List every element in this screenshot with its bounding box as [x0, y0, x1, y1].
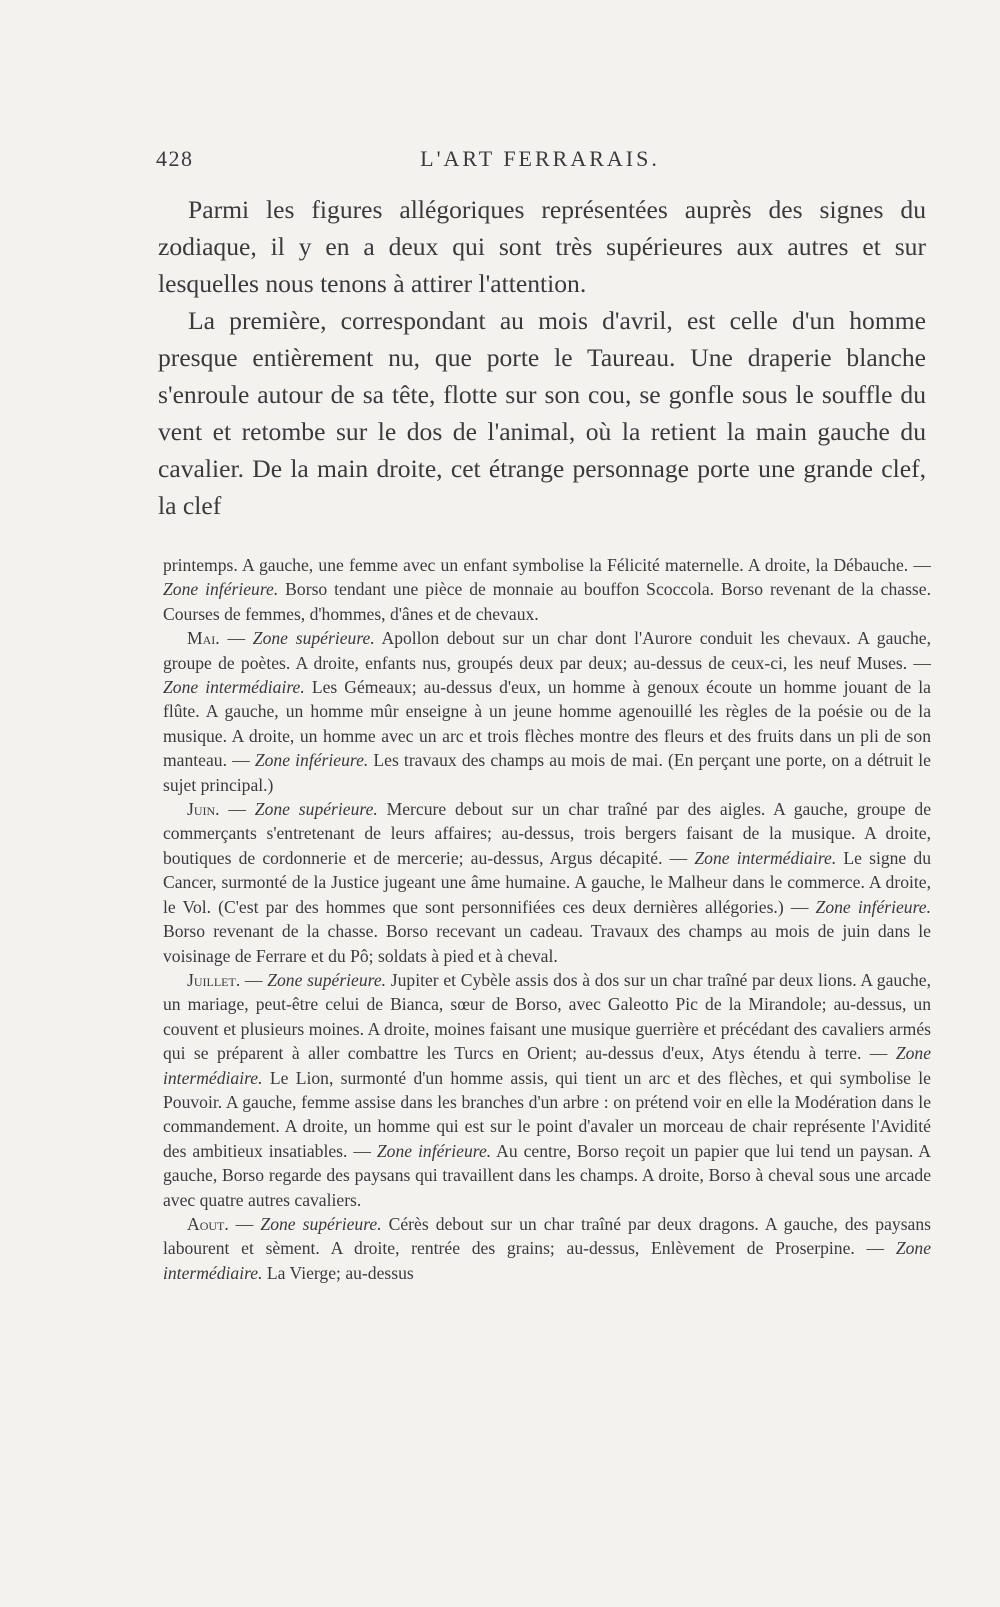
note-aout: Aout. — Zone supérieure. Cérès debout sur un char traîné par deux dragons. A gauche, des paysans labourent et sèment. A droite, rentrée des grains; au-dessus, Enlèvement de Proserpine. — Zone intermédiaire. La Vierge; au-dessus — [163, 1213, 932, 1283]
page-number: 428 — [156, 146, 194, 171]
note-juillet: Juillet. — Zone supérieure. Jupiter et Cybèle assis dos à dos sur un char traîné par deux lions. A gauche, un mariage, peut-être celui de Bianca, sœur de Borso, avec Galeotto Pic de la Mirandole; au-dessus, un couvent et plusieurs moines. A droite, moines faisant une musique guerrière et précédant des cavaliers armés qui se préparent à aller combattre les Turcs en Orient; au-dessus d'eux, Atys étendu à terre. — Zone intermédiaire. Le Lion, surmonté d'un homme assis, qui tient un arc et des flèches, et qui symbolise le Pouvoir. A gauche, femme assise dans les branches d'un arbre : on prétend voir en elle la Modération dans le commandement. A droite, un homme qui est sur le point d'avaler un morceau de chair représente l'Avidité des ambitieux insatiables. — Zone inférieure. Au centre, Borso reçoit un papier que lui tend un paysan. A gauche, Borso regarde des paysans qui travaillent dans les champs. A droite, Borso à cheval sous une arcade avec quatre autres cavaliers. — [163, 969, 932, 1210]
main-text — [158, 191, 926, 524]
month-label: Mai. — [187, 628, 220, 649]
month-label: Juin. — [187, 799, 220, 820]
main-paragraph: La première, correspondant au mois d'avril, est celle d'un homme presque entièrement nu, que porte le Taureau. Une draperie blanche s'enroule autour de sa tête, flotte sur son cou, se gonfle sous le souffle du vent et retombe sur le dos de l'animal, où la retient la main gauche du cavalier. De la main droite, cet étrange personnage porte une grande clef, la clef — [158, 306, 926, 520]
month-label: Aout. — [187, 1213, 229, 1234]
running-title: L'ART FERRARAIS. — [420, 146, 660, 171]
footnotes — [163, 553, 931, 1285]
month-label: Juillet. — [187, 969, 241, 990]
note-mai: Mai. — Zone supérieure. Apollon debout sur un char dont l'Aurore conduit les chevaux. A gauche, groupe de poètes. A droite, enfants nus, groupés deux par deux; au-dessus de ceux-ci, les neuf Muses. — Zone intermédiaire. Les Gémeaux; au-dessus d'eux, un homme à genoux écoute un homme jouant de la flûte. A gauche, un homme mûr enseigne à un jeune homme agenouillé les règles de la poésie ou de la musique. A droite, un homme avec un arc et trois flèches montre des fleurs et des fruits dans un pli de son manteau. — Zone inférieure. Les travaux des champs au mois de mai. (En perçant une porte, on a détruit le sujet principal.) — [163, 628, 931, 795]
note-avril-continuation: printemps. A gauche, une femme avec un enfant symbolise la Félicité maternelle. A droite, la Débauche. — Zone inférieure. Borso tendant une pièce de monnaie au bouffon Scoccola. Borso revenant de la chasse. Courses de femmes, d'hommes, d'ânes et de chevaux. — [163, 555, 931, 624]
page-header — [156, 146, 924, 176]
note-juin: Juin. — Zone supérieure. Mercure debout sur un char traîné par des aigles. A gauche, groupe de commerçants s'entretenant de leurs affaires; au-dessus, trois bergers faisant de la musique. A droite, boutiques de cordonnerie et de mercerie; au-dessus, Argus décapité. — Zone intermédiaire. Le signe du Cancer, surmonté de la Justice jugeant une âme humaine. A gauche, le Malheur dans le commerce. A droite, le Vol. (C'est par des hommes que sont personnifiées ces deux dernières allégories.) — Zone inférieure. Borso revenant de la chasse. Borso recevant un cadeau. Travaux des champs au mois de juin dans le voisinage de Ferrare et du Pô; soldats à pied et à cheval. — [163, 799, 932, 966]
main-paragraph: Parmi les figures allégoriques représentées auprès des signes du zodiaque, il y en a deux qui sont très supérieures aux autres et sur lesquelles nous tenons à attirer l'attention. — [158, 195, 926, 298]
